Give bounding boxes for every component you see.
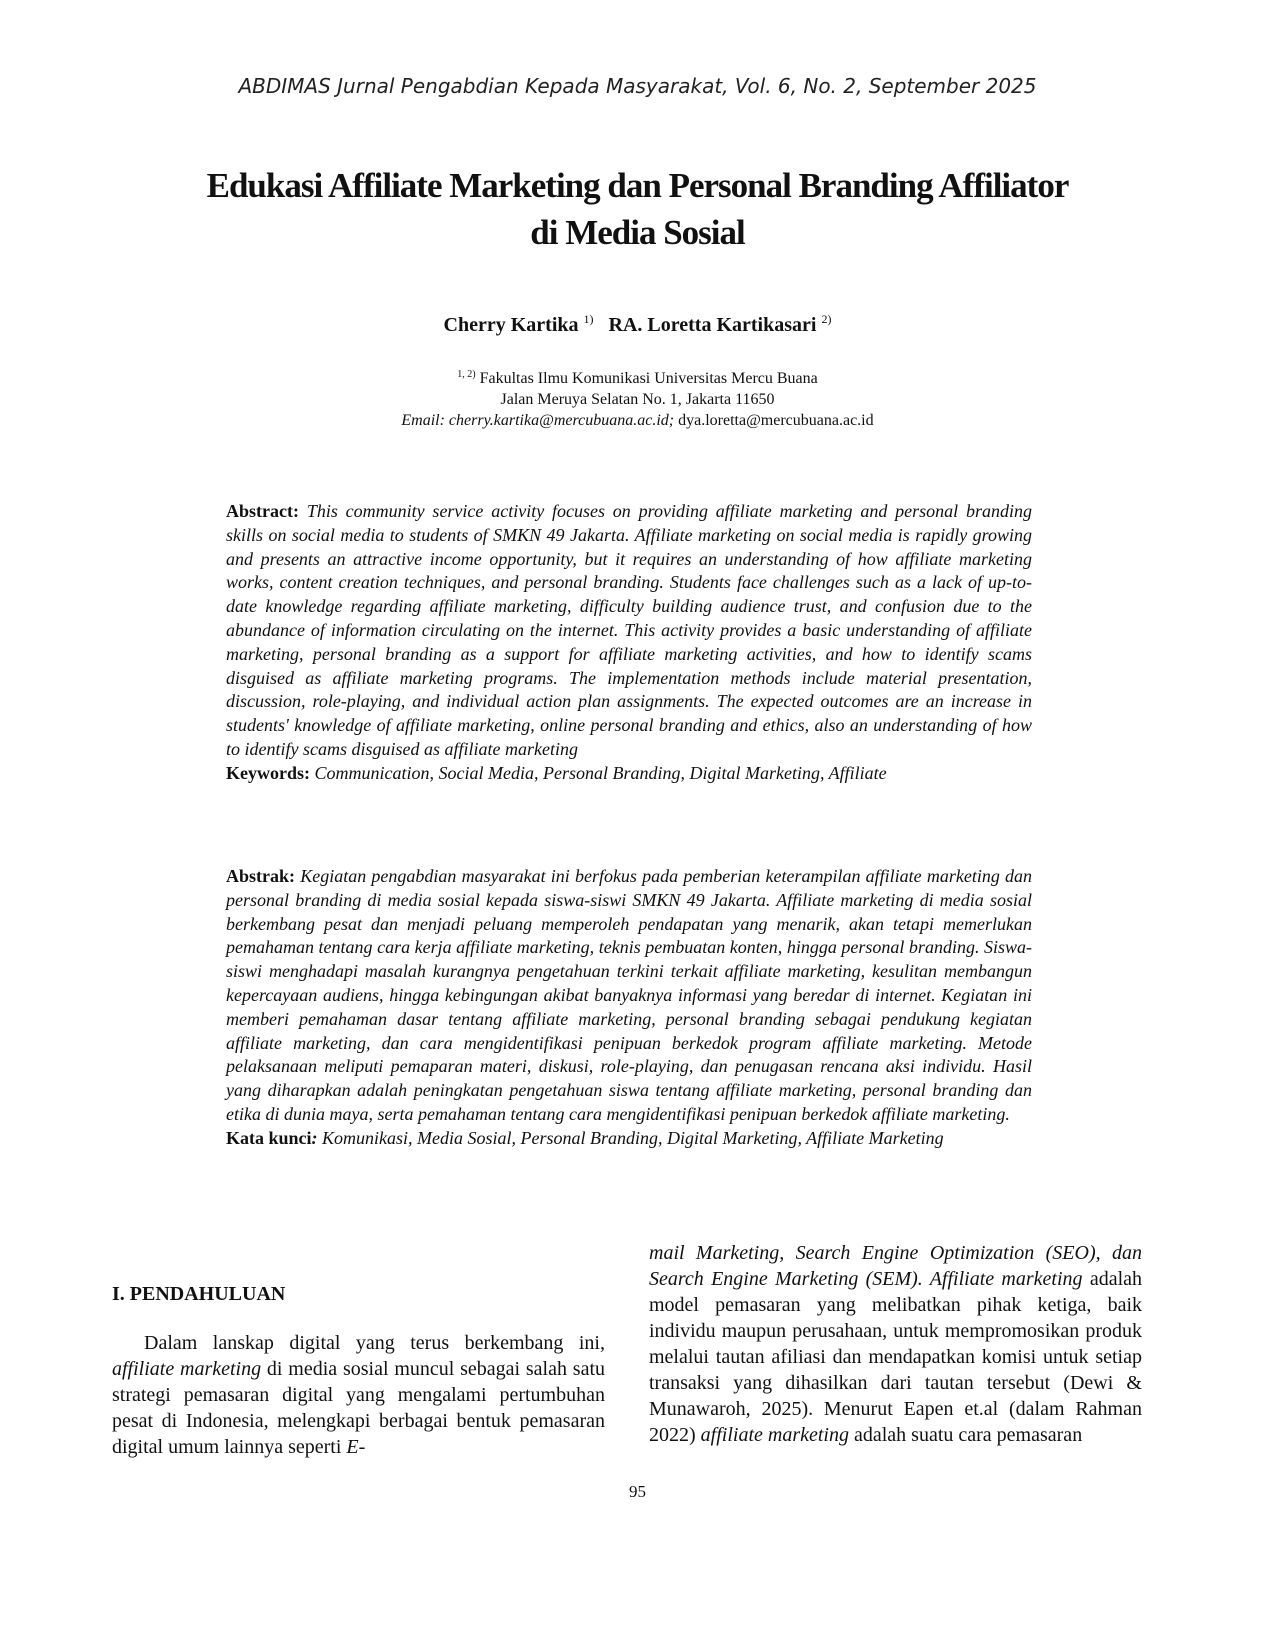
abstract-text: This community service activity focuses on providing affiliate marketing and personal branding skills on social media to students of SMKN 49 Jakarta. Affiliate marketing on social media is rapidly growing and presents an attractive income opportunity, but it requires an understanding of how affiliate marketing works, content creation techniques, and personal branding. Students face challenges such as a lack of up-to-date knowledge regarding affiliate marketing, difficulty building audience trust, and confusion due to the abundance of information circulating on the internet. This activity provides a basic understanding of affiliate marketing, personal branding as a support for affiliate marketing activities, and how to identify scams disguised as affiliate marketing programs. The implementation methods include material presentation, discussion, role-playing, and individual action plan assignments. The expected outcomes are an increase in students' knowledge of affiliate marketing, online personal branding and ethics, also an understanding of how to identify scams disguised as affiliate marketing <box>226 501 1033 759</box>
abstract-label: Abstract: <box>226 501 299 521</box>
email-primary: Email: cherry.kartika@mercubuana.ac.id; <box>401 412 675 429</box>
body-text-italic: mail Marketing, Search Engine Optimization (SEO), dan Search Engine Marketing (SEM). Affiliate marketing <box>649 1242 1142 1290</box>
abstract-english <box>226 500 1032 786</box>
section-heading: I. PENDAHULUAN <box>112 1283 286 1305</box>
body-text-italic: E- <box>346 1436 366 1458</box>
affiliation-mark: 1, 2) <box>457 369 476 380</box>
kata-kunci-label: Kata kunci <box>226 1127 312 1148</box>
body-text: adalah suatu cara pemasaran <box>848 1424 1083 1446</box>
affiliation-institution-line <box>0 364 1275 389</box>
keywords-label: Keywords: <box>226 762 310 783</box>
affiliation-block <box>0 364 1275 431</box>
author-name: RA. Loretta Kartikasari <box>608 314 817 336</box>
body-text: Dalam lanskap digital yang terus berkembang ini, <box>144 1332 605 1354</box>
body-column-right <box>649 1240 1142 1448</box>
body-column-left <box>112 1330 605 1460</box>
paper-title-line-2: di Media Sosial <box>530 213 745 252</box>
abstrak-label: Abstrak: <box>226 866 296 886</box>
email-secondary: dya.loretta@mercubuana.ac.id <box>678 412 874 429</box>
kata-kunci-colon: : <box>311 1127 318 1148</box>
author-affiliation-mark: 2) <box>821 312 832 326</box>
body-text-italic: affiliate marketing <box>112 1358 262 1380</box>
affiliation-institution: Fakultas Ilmu Komunikasi Universitas Mercu Buana <box>479 370 818 387</box>
body-text-italic: affiliate marketing <box>700 1424 849 1446</box>
page-number: 95 <box>629 1482 646 1501</box>
paper-title-line-1: Edukasi Affiliate Marketing dan Personal Branding Affiliator <box>206 166 1069 205</box>
author-affiliation-mark: 1) <box>583 312 594 326</box>
abstract-indonesian <box>226 865 1032 1151</box>
affiliation-email-line <box>0 410 1275 431</box>
keywords-text: Communication, Social Media, Personal Branding, Digital Marketing, Affiliate <box>314 762 887 783</box>
body-text: adalah model pemasaran yang melibatkan pihak ketiga, baik individu maupun perusahaan, untuk mempromosikan produk melalui tautan afiliasi dan mendapatkan komisi untuk setiap transaksi yang dihasilkan dari tautan tersebut (Dewi & Munawaroh, 2025). Menurut Eapen et.al (dalam Rahman 2022) <box>649 1268 1142 1446</box>
author-list <box>0 312 1275 337</box>
paper-title <box>140 162 1135 256</box>
affiliation-address: Jalan Meruya Selatan No. 1, Jakarta 11650 <box>500 391 775 408</box>
author-name: Cherry Kartika <box>443 314 579 336</box>
kata-kunci-text: Komunikasi, Media Sosial, Personal Branding, Digital Marketing, Affiliate Marketing <box>322 1127 944 1148</box>
running-header: ABDIMAS Jurnal Pengabdian Kepada Masyarakat, Vol. 6, No. 2, September 2025 <box>238 74 1037 98</box>
abstrak-text: Kegiatan pengabdian masyarakat ini berfokus pada pemberian keterampilan affiliate marketing dan personal branding di media sosial kepada siswa-siswi SMKN 49 Jakarta. Affiliate marketing di media sosial berkembang pesat dan menjadi peluang memperoleh pendapatan yang menarik, akan tetapi memerlukan pemahaman tentang cara kerja affiliate marketing, teknis pembuatan konten, hingga personal branding. Siswa-siswi menghadapi masalah kurangnya pengetahuan terkini terkait affiliate marketing, kesulitan membangun kepercayaan audiens, hingga kebingungan akibat banyaknya informasi yang beredar di internet. Kegiatan ini memberi pemahaman dasar tentang affiliate marketing, personal branding sebagai pendukung kegiatan affiliate marketing, dan cara mengidentifikasi penipuan berkedok program affiliate marketing. Metode pelaksanaan meliputi pemaparan materi, diskusi, role-playing, dan penugasan rencana aksi individu. Hasil yang diharapkan adalah peningkatan pengetahuan siswa tentang affiliate marketing, personal branding dan etika di dunia maya, serta pemahaman tentang cara mengidentifikasi penipuan berkedok affiliate marketing. <box>226 866 1033 1124</box>
body-text: di media sosial muncul sebagai salah satu strategi pemasaran digital yang mengalami pertumbuhan pesat di Indonesia, melengkapi berbagai bentuk pemasaran digital umum lainnya seperti <box>112 1358 605 1458</box>
